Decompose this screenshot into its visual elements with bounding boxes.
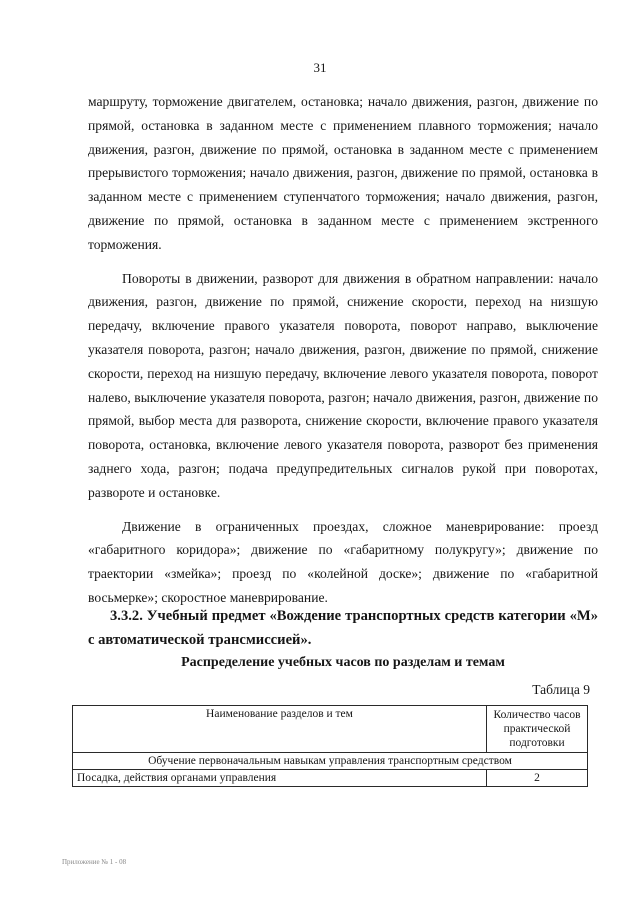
table-caption: Распределение учебных часов по разделам и темам <box>181 655 505 670</box>
subsection-title: 3.3.2. Учебный предмет «Вождение транспортных средств категории «M» с автоматической трансмиссией». <box>88 608 598 648</box>
row-hours-cell: 2 <box>487 770 588 787</box>
table-row <box>73 770 588 787</box>
body-text <box>88 90 598 610</box>
paragraph-maneuvering: Движение в ограниченных проездах, сложное маневрирование: проезд «габаритного коридора»; движение по «габаритному полукругу»; движение по траектории «змейка»; проезд по «колейной доске»; движение по «габаритной восьмерке»; скоростное маневрирование. <box>88 518 598 605</box>
footer-note: Приложение № 1 - 08 <box>62 858 127 866</box>
header-name-cell: Наименование разделов и тем <box>73 706 487 753</box>
row-name-cell: Посадка, действия органами управления <box>73 770 487 787</box>
header-qty-cell: Количество часов практической подготовки <box>487 706 588 753</box>
table-label: Таблица 9 <box>532 682 590 697</box>
table-section-row <box>73 753 588 770</box>
page-number: 31 <box>313 60 327 75</box>
section-title-cell: Обучение первоначальным навыкам управления транспортным средством <box>73 753 588 770</box>
hours-table <box>72 705 588 787</box>
paragraph-braking: маршруту, торможение двигателем, остановка; начало движения, разгон, движение по прямой, остановка в заданном месте с применением плавного торможения; начало движения, разгон, движение по прямой, остановка в заданном месте с применением прерывистого торможения; начало движения, разгон, движение по прямой, остановка в заданном месте с применением ступенчатого торможения; начало движения, разгон, движение по прямой, остановка в заданном месте с применением экстренного торможения. <box>88 94 598 252</box>
table-header-row <box>73 706 588 753</box>
paragraph-turns: Повороты в движении, разворот для движения в обратном направлении: начало движения, разгон, движение по прямой, снижение скорости, переход на низшую передачу, включение правого указателя поворота, поворот направо, выключение указателя поворота, разгон; начало движения, разгон, движение по прямой, снижение скорости, переход на низшую передачу, включение левого указателя поворота, поворот налево, выключение указателя поворота, разгон; начало движения, разгон, движение по прямой, выбор места для разворота, снижение скорости, включение правого указателя поворота, остановка, включение левого указателя поворота, разворот без применения заднего хода, разгон; подача предупредительных сигналов рукой при поворотах, развороте и остановке. <box>88 270 598 500</box>
